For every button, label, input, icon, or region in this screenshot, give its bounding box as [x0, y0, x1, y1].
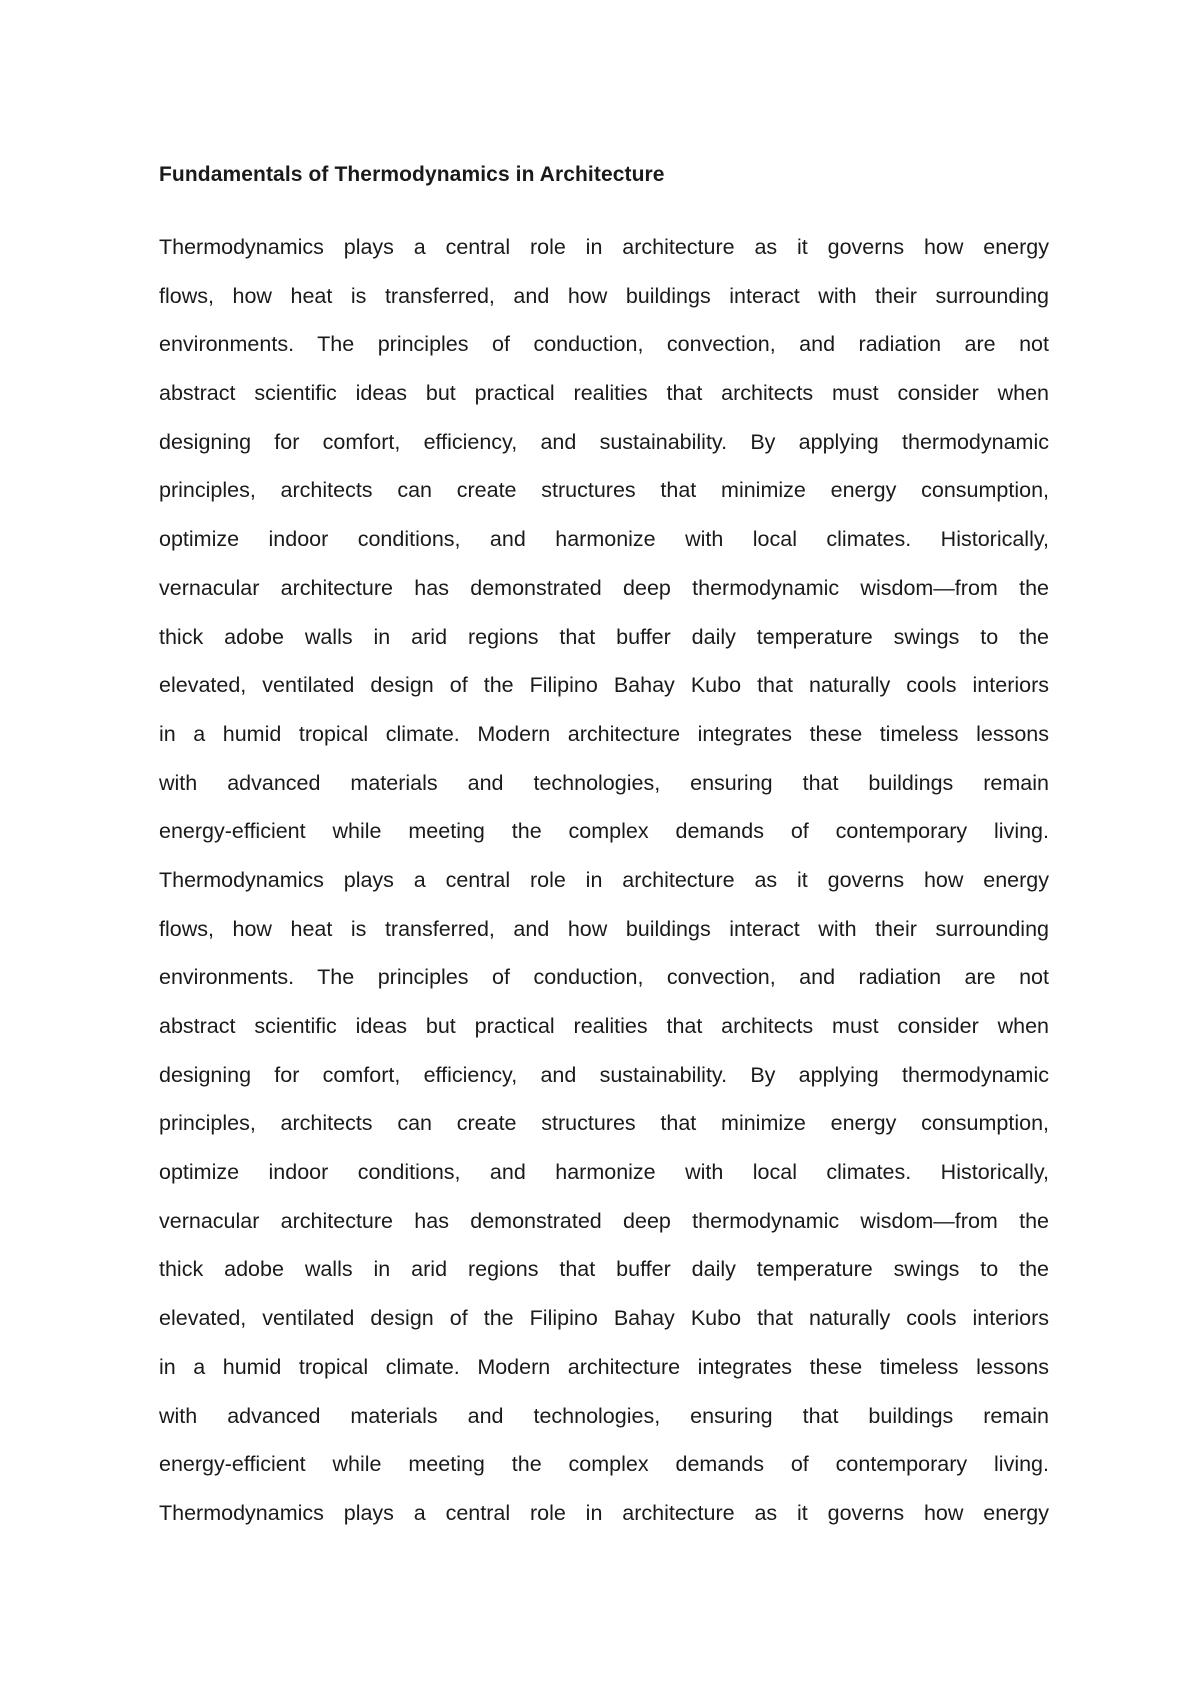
body-text-line: vernacular architecture has demonstrated deep thermodynamic wisdom—from the: [159, 1208, 1049, 1233]
body-text-line: with advanced materials and technologies, ensuring that buildings remain: [159, 770, 1049, 795]
body-text-line: with advanced materials and technologies, ensuring that buildings remain: [159, 1403, 1049, 1428]
body-text-line: elevated, ventilated design of the Filipino Bahay Kubo that naturally cools interiors: [159, 1306, 1049, 1331]
body-text-line: principles, architects can create structures that minimize energy consumption,: [159, 1111, 1049, 1136]
body-text-line: abstract scientific ideas but practical realities that architects must consider when: [159, 381, 1049, 406]
body-text-line: in a humid tropical climate. Modern architecture integrates these timeless lessons: [159, 1354, 1049, 1379]
body-text-line: Thermodynamics plays a central role in architecture as it governs how energy: [159, 1500, 1049, 1525]
body-text-line: thick adobe walls in arid regions that buffer daily temperature swings to the: [159, 624, 1049, 649]
body-text-line: thick adobe walls in arid regions that buffer daily temperature swings to the: [159, 1257, 1049, 1282]
body-text-line: flows, how heat is transferred, and how buildings interact with their surrounding: [159, 916, 1049, 941]
body-text-line: vernacular architecture has demonstrated deep thermodynamic wisdom—from the: [159, 575, 1049, 600]
body-text-line: energy-efficient while meeting the complex demands of contemporary living.: [159, 819, 1049, 844]
body-text-line: designing for comfort, efficiency, and sustainability. By applying thermodynamic: [159, 429, 1049, 454]
body-text-line: environments. The principles of conduction, convection, and radiation are not: [159, 332, 1049, 357]
body-text-line: energy-efficient while meeting the complex demands of contemporary living.: [159, 1452, 1049, 1477]
body-text-line: designing for comfort, efficiency, and sustainability. By applying thermodynamic: [159, 1062, 1049, 1087]
body-text-line: Thermodynamics plays a central role in architecture as it governs how energy: [159, 867, 1049, 892]
body-text-line: environments. The principles of conduction, convection, and radiation are not: [159, 965, 1049, 990]
body-text-line: optimize indoor conditions, and harmonize with local climates. Historically,: [159, 1160, 1049, 1185]
body-text-line: in a humid tropical climate. Modern architecture integrates these timeless lessons: [159, 721, 1049, 746]
body-text-line: optimize indoor conditions, and harmonize with local climates. Historically,: [159, 527, 1049, 552]
body-text-line: Thermodynamics plays a central role in architecture as it governs how energy: [159, 235, 1049, 259]
body-text-line: flows, how heat is transferred, and how buildings interact with their surrounding: [159, 283, 1049, 308]
document-title: Fundamentals of Thermodynamics in Architecture: [159, 163, 665, 186]
body-text-line: principles, architects can create structures that minimize energy consumption,: [159, 478, 1049, 503]
body-text-line: elevated, ventilated design of the Filipino Bahay Kubo that naturally cools interiors: [159, 673, 1049, 698]
body-text-line: abstract scientific ideas but practical realities that architects must consider when: [159, 1014, 1049, 1038]
document-body: [159, 232, 1049, 1547]
